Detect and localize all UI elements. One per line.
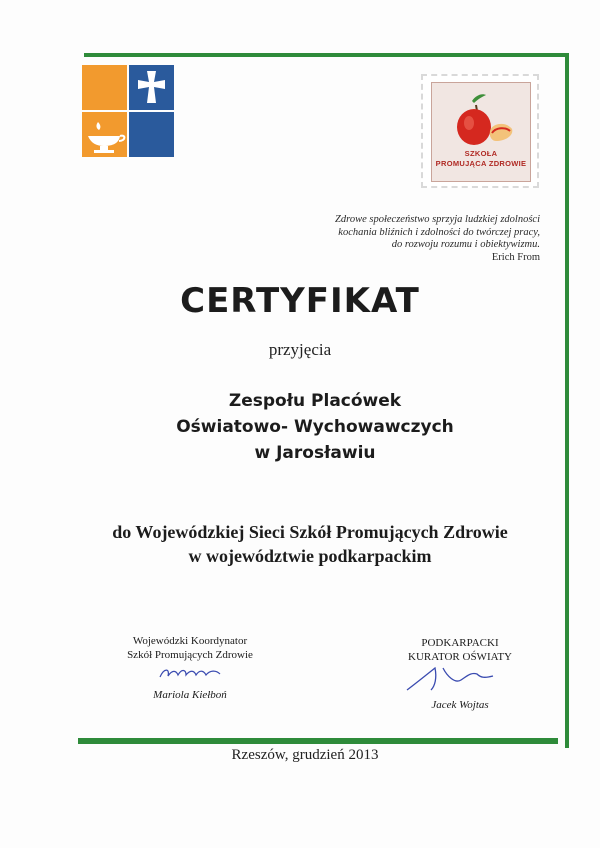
coordinator-handwritten-signature xyxy=(130,662,250,684)
network-line: do Wojewódzkiej Sieci Szkół Promujących Zdrowie xyxy=(112,522,508,542)
cross-icon xyxy=(129,65,174,110)
organization-line: Zespołu Placówek xyxy=(228,391,402,411)
organization-logo xyxy=(82,65,174,157)
superintendent-role-line2: KURATOR OŚWIATY xyxy=(408,651,512,663)
superintendent-name: Jacek Wojtas xyxy=(431,699,489,711)
motto-quote xyxy=(240,214,540,264)
coordinator-name: Mariola Kiełboń xyxy=(153,689,227,701)
logo-square-blue-bottom xyxy=(129,112,174,157)
stamp-artwork xyxy=(431,82,531,182)
superintendent-handwritten-signature xyxy=(385,664,535,694)
lamp-icon xyxy=(82,112,127,157)
quote-line: kochania bliźnich i zdolności do twórczej pracy, xyxy=(338,226,540,238)
stamp-label-line2: PROMUJĄCA ZDROWIE xyxy=(435,159,527,168)
organization-line: w Jarosławiu xyxy=(254,443,376,463)
logo-square-orange-bottom xyxy=(82,112,127,157)
network-line: w województwie podkarpackim xyxy=(188,546,432,566)
superintendent-signature-block xyxy=(380,636,540,712)
border-line-top xyxy=(84,53,569,57)
coordinator-role: Wojewódzki Koordynator xyxy=(132,635,248,647)
healthy-school-stamp xyxy=(421,74,539,188)
logo-square-orange-top xyxy=(82,65,127,110)
quote-line: do rozwoju rozumu i obiektywizmu. xyxy=(391,239,540,250)
certificate-title: CERTYFIKAT xyxy=(180,281,420,321)
coordinator-role-line2: Szkół Promujących Zdrowie xyxy=(127,649,253,661)
place-and-date: Rzeszów, grudzień 2013 xyxy=(231,747,379,763)
stamp-label-line1: SZKOŁA xyxy=(464,149,498,158)
coordinator-signature-block xyxy=(100,634,280,702)
organization-line: Oświatowo- Wychowawczych xyxy=(176,417,454,437)
quote-author: Erich From xyxy=(491,251,540,263)
superintendent-role: PODKARPACKI xyxy=(421,637,499,649)
logo-square-blue-top xyxy=(129,65,174,110)
quote-line: Zdrowe społeczeństwo sprzyja ludzkiej zdolności xyxy=(335,214,540,225)
organization-name xyxy=(0,388,600,466)
border-line-bottom xyxy=(78,738,558,744)
certificate-subtitle: przyjęcia xyxy=(268,340,332,359)
network-statement xyxy=(0,520,600,568)
